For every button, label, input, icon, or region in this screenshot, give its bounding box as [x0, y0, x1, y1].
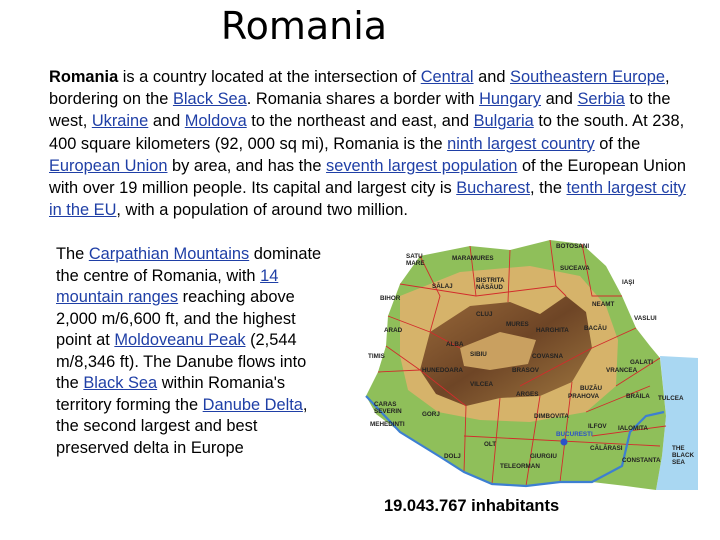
text-run: and [148, 112, 185, 131]
link-ninth-largest-country[interactable]: ninth largest country [447, 134, 595, 153]
link-european-union[interactable]: European Union [49, 156, 168, 175]
page-title: Romania [220, 4, 388, 48]
link-seventh-largest-population[interactable]: seventh largest population [326, 156, 518, 175]
map-label-dimbovita: DIMBOVITA [534, 413, 569, 420]
link-carpathian-mountains[interactable]: Carpathian Mountains [88, 245, 250, 263]
romania-map-graphic [360, 236, 698, 490]
text-run: by area, and has the [167, 156, 327, 175]
text-run: to the northeast and east, and [246, 112, 474, 131]
map-label-s-laj: SĂLAJ [432, 283, 453, 290]
map-label-olt: OLT [484, 441, 497, 448]
text-run: . Romania shares a border with [246, 90, 480, 109]
text-run: and [541, 90, 578, 109]
map-label-tulcea: TULCEA [658, 395, 684, 402]
map-label-mures: MURES [506, 321, 529, 328]
link-black-sea[interactable]: Black Sea [172, 90, 247, 109]
map-label-ialomita: IALOMITA [618, 425, 648, 432]
map-label-cluj: CLUJ [476, 311, 493, 318]
text-run: (2,544 m/8,346 ft). The Danube flows into the [56, 331, 307, 392]
map-label-constanta: CONSTANTA [622, 457, 661, 464]
map-label-suceava: SUCEAVA [560, 265, 590, 272]
geography-paragraph [56, 244, 332, 459]
link-central[interactable]: Central [420, 68, 474, 86]
text-run: , bordering on the [49, 68, 670, 109]
map-label-caras-severin: CARAS SEVERIN [374, 401, 402, 415]
link-tenth-largest-city-in-the-eu[interactable]: tenth largest city in the EU [49, 179, 686, 220]
map-label-mehedinti: MEHEDINTI [370, 421, 405, 428]
map-label-ilfov: ILFOV [588, 423, 607, 430]
map-label-c-l-rasi: CĂLĂRASI [590, 445, 623, 452]
map-label-vilcea: VILCEA [470, 381, 494, 388]
link-bulgaria[interactable]: Bulgaria [473, 112, 534, 131]
map-label-bihor: BIHOR [380, 295, 401, 302]
text-run: within Romania's territory forming the [56, 374, 286, 414]
intro-paragraph [49, 66, 697, 221]
link-danube-delta[interactable]: Danube Delta [202, 395, 303, 414]
population-caption: 19.043.767 inhabitants [384, 497, 560, 515]
map-label-covasna: COVASNA [532, 353, 564, 360]
map-label-vrancea: VRANCEA [606, 367, 638, 374]
map-label-bistrita-n-s-ud: BISTRITA NĂSĂUD [476, 277, 505, 291]
map-label-vaslui: VASLUI [634, 315, 657, 322]
map-label-bucuresti: BUCURESTI [556, 431, 593, 438]
map-label-dolj: DOLJ [444, 453, 461, 460]
text-run: to the south. At 238, 400 square kilometers (92, 000 sq mi), Romania is the [49, 112, 685, 153]
bucharest-marker [561, 439, 568, 446]
link-ukraine[interactable]: Ukraine [91, 112, 149, 131]
map-label-br-ila: BRĂILA [626, 393, 650, 400]
map-label-botosani: BOTOSANI [556, 243, 590, 250]
map-label-ia-i: IAŞI [622, 279, 635, 286]
link-hungary[interactable]: Hungary [479, 90, 542, 109]
map-label-gorj: GORJ [422, 411, 440, 418]
text-run: of the [594, 134, 641, 153]
text-run: , with a population of around two million. [116, 201, 408, 220]
map-label-the-black-sea: THE BLACK SEA [672, 445, 695, 466]
map-label-bac-u: BACĂU [584, 325, 607, 332]
link-black-sea[interactable]: Black Sea [83, 374, 158, 392]
map-label-harghita: HARGHITA [536, 327, 569, 334]
map-label-arad: ARAD [384, 327, 403, 334]
map-label-galati: GALATI [630, 359, 653, 366]
bold-term: Romania [49, 68, 119, 86]
link-moldoveanu-peak[interactable]: Moldoveanu Peak [114, 331, 246, 349]
link-moldova[interactable]: Moldova [184, 112, 247, 131]
text-run: and [473, 68, 511, 86]
map-label-hunedoara: HUNEDOARA [422, 367, 463, 374]
map-label-satu-mare: SATU MARE [406, 253, 425, 267]
text-run: dominate the centre of Romania, with [56, 245, 322, 285]
map-label-giurgiu: GIURGIU [530, 453, 557, 460]
map-label-alba: ALBA [446, 341, 464, 348]
map-label-arges: ARGES [516, 391, 539, 398]
map-label-prahova: PRAHOVA [568, 393, 600, 400]
romania-map [360, 236, 698, 490]
link-bucharest[interactable]: Bucharest [456, 179, 531, 198]
map-label-timis: TIMIS [368, 353, 385, 360]
map-label-buz-u: BUZĂU [580, 385, 603, 392]
text-run: The [56, 245, 89, 263]
text-run: of the European Union with over 19 million people. Its capital and largest city is [49, 156, 686, 198]
text-run: , the second largest and best preserved delta in Europe [56, 395, 308, 457]
link-14-mountain-ranges[interactable]: 14 mountain ranges [56, 266, 279, 306]
map-label-teleorman: TELEORMAN [500, 463, 540, 470]
map-label-maramures: MARAMURES [452, 255, 494, 262]
map-label-brasov: BRASOV [512, 367, 539, 374]
map-label-sibiu: SIBIU [470, 351, 487, 358]
link-serbia[interactable]: Serbia [577, 90, 625, 109]
link-southeastern-europe[interactable]: Southeastern Europe [510, 68, 665, 86]
text-run: is a country located at the intersection of [118, 68, 421, 86]
text-run: reaching above 2,000 m/6,600 ft, and the highest point at [56, 288, 296, 349]
map-label-neamt: NEAMT [592, 301, 615, 308]
text-run: to the west, [49, 90, 671, 131]
text-run: , the [530, 179, 567, 198]
